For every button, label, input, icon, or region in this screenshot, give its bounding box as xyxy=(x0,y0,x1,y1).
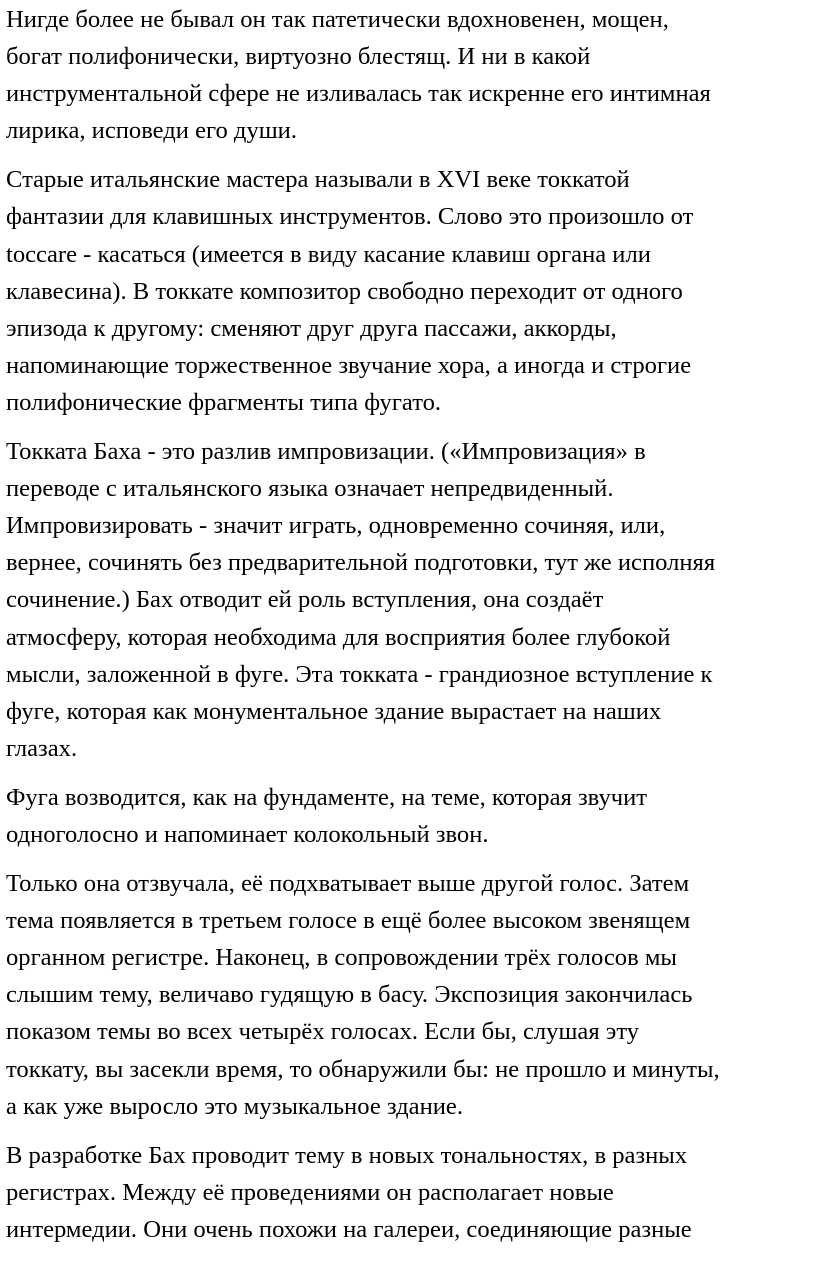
text-line: переводе с итальянского языка означает непредвиденный. xyxy=(6,475,614,503)
text-line: напоминающие торжественное звучание хора, а иногда и строгие xyxy=(6,351,692,379)
text-line: Фуга возводится, как на фундаменте, на теме, которая звучит xyxy=(6,783,648,811)
text-line: токкату, вы засекли время, то обнаружили бы: не прошло и минуты, xyxy=(6,1055,720,1083)
text-line: инструментальной сфере не изливалась так искренне его интимная xyxy=(6,80,711,108)
text-line: фантазии для клавишных инструментов. Слово это произошло от xyxy=(6,203,694,231)
text-line: богат полифонически, виртуозно блестящ. И ни в какой xyxy=(6,43,591,71)
text-line: регистрах. Между её проведениями он располагает новые xyxy=(6,1178,614,1206)
text-line: вернее, сочинять без предварительной подготовки, тут же исполняя xyxy=(6,549,716,577)
text-line: В разработке Бах проводит тему в новых тональностях, в разных xyxy=(6,1141,688,1169)
text-line: лирика, исповеди его души. xyxy=(6,117,297,145)
text-line: тема появляется в третьем голосе в ещё более высоком звенящем xyxy=(6,907,691,935)
text-line: одноголосно и напоминает колокольный звон. xyxy=(6,820,489,848)
text-line: атмосферу, которая необходима для восприятия более глубокой xyxy=(6,623,671,651)
text-line: фуге, которая как монументальное здание вырастает на наших xyxy=(6,697,662,725)
text-line: полифонические фрагменты типа фугато. xyxy=(6,388,442,416)
text-line: Только она отзвучала, её подхватывает выше другой голос. Затем xyxy=(6,870,690,898)
text-line: Импровизировать - значит играть, одновременно сочиняя, или, xyxy=(6,512,666,540)
text-line: глазах. xyxy=(6,734,78,762)
paragraph-1 xyxy=(6,1,816,149)
text-line: показом темы во всех четырёх голосах. Если бы, слушая эту xyxy=(6,1018,640,1046)
text-line: Старые итальянские мастера называли в XVI веке токкатой xyxy=(6,166,630,194)
paragraph-4 xyxy=(6,779,816,853)
text-line: мысли, заложенной в фуге. Эта токката - грандиозное вступление к xyxy=(6,660,713,688)
paragraph-3 xyxy=(6,433,816,767)
paragraph-6 xyxy=(6,1137,816,1248)
text-line: Нигде более не бывал он так патетически вдохновенен, мощен, xyxy=(6,6,669,33)
text-line: а как уже выросло это музыкальное здание. xyxy=(6,1092,463,1120)
paragraph-5 xyxy=(6,865,816,1125)
text-line: клавесина). В токкате композитор свободно переходит от одного xyxy=(6,277,683,305)
text-line: эпизода к другому: сменяют друг друга пассажи, аккорды, xyxy=(6,314,617,342)
paragraph-2 xyxy=(6,161,816,421)
text-line: интермедии. Они очень похожи на галереи, соединяющие разные xyxy=(6,1215,692,1243)
text-line: toccare - касаться (имеется в виду касание клавиш органа или xyxy=(6,240,651,268)
text-line: Токката Баха - это разлив импровизации. («Импровизация» в xyxy=(6,438,646,466)
text-line: сочинение.) Бах отводит ей роль вступления, она создаёт xyxy=(6,586,604,614)
text-line: органном регистре. Наконец, в сопровождении трёх голосов мы xyxy=(6,944,677,972)
text-line: слышим тему, величаво гудящую в басу. Экспозиция закончилась xyxy=(6,981,693,1009)
